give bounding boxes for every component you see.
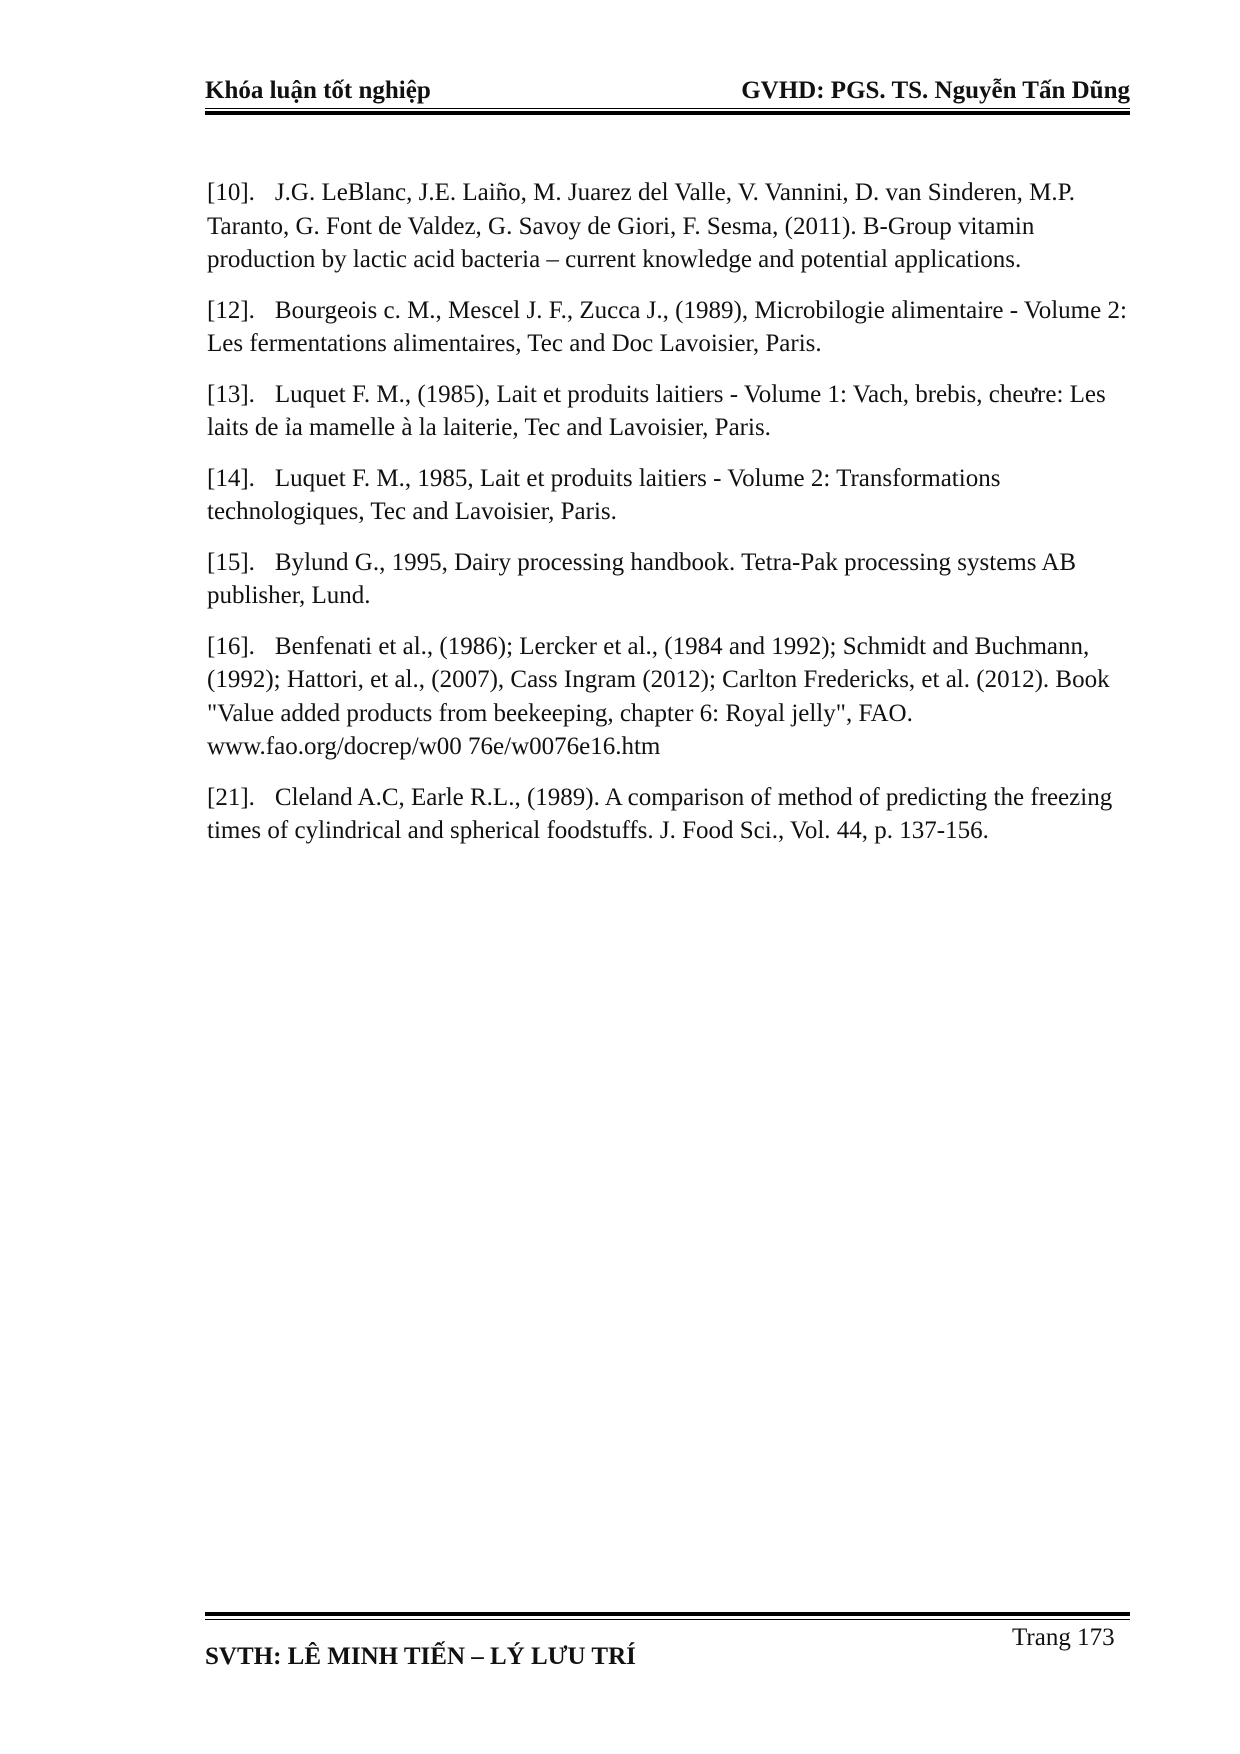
- header-rule-thick: [205, 111, 1130, 115]
- reference-text: Bylund G., 1995, Dairy processing handbook. Tetra-Pak processing systems AB publisher, Lund.: [207, 548, 1077, 609]
- reference-item: [207, 378, 1132, 445]
- reference-number: [16].: [207, 632, 255, 660]
- footer-rule-thin: [205, 1619, 1130, 1620]
- header-supervisor: GVHD: PGS. TS. Nguyễn Tấn Dũng: [741, 77, 1130, 104]
- reference-text: Cleland A.C, Earle R.L., (1989). A comparison of method of predicting the freezing times of cylindrical and spherical foodstuffs. J. Food Sci., Vol. 44, p. 137-156.: [207, 783, 1113, 844]
- reference-number: [15].: [207, 548, 255, 576]
- reference-text: Luquet F. M., (1985), Lait et produits laitiers - Volume 1: Vach, brebis, cheưre: Les laits de ỉa mamelle à la laiterie, Tec and Lavoisier, Paris.: [207, 380, 1106, 441]
- reference-item: [207, 630, 1132, 764]
- footer-rule-thick: [205, 1612, 1130, 1616]
- reference-text: J.G. LeBlanc, J.E. Laiño, M. Juarez del Valle, V. Vannini, D. van Sinderen, M.P. Taranto, G. Font de Valdez, G. Savoy de Giori, F. Sesma, (2011). B-Group vitamin production by lactic acid bacteria – current knowledge and potential applications.: [207, 179, 1076, 273]
- reference-number: [21].: [207, 783, 255, 811]
- reference-number: [14].: [207, 464, 255, 492]
- page-number: Trang 173: [1012, 1624, 1115, 1651]
- reference-item: [207, 176, 1132, 277]
- reference-text: Luquet F. M., 1985, Lait et produits laitiers - Volume 2: Transformations technologiques, Tec and Lavoisier, Paris.: [207, 464, 1001, 525]
- reference-item: [207, 781, 1132, 848]
- reference-item: [207, 462, 1132, 529]
- footer-authors: SVTH: LÊ MINH TIẾN – LÝ LƯU TRÍ: [205, 1643, 636, 1670]
- header-rule-thin: [205, 108, 1130, 109]
- reference-list: [207, 176, 1132, 865]
- reference-text: Bourgeois c. M., Mescel J. F., Zucca J., (1989), Microbilogie alimentaire - Volume 2: Les fermentations alimentaires, Tec and Doc Lavoisier, Paris.: [207, 296, 1127, 357]
- reference-text: Benfenati et al., (1986); Lercker et al., (1984 and 1992); Schmidt and Buchmann, (1992); Hattori, et al., (2007), Cass Ingram (2012); Carlton Fredericks, et al. (2012). Book "Value added products from beekeeping, chapter 6: Royal jelly", FAO. www.fao.org/docrep/w00 76e/w0076e16.htm: [207, 632, 1110, 760]
- reference-number: [10].: [207, 179, 255, 206]
- reference-number: [13].: [207, 380, 255, 408]
- reference-item: [207, 546, 1132, 613]
- reference-number: [12].: [207, 296, 255, 324]
- header-thesis-title: Khóa luận tốt nghiệp: [205, 77, 431, 104]
- reference-item: [207, 294, 1132, 361]
